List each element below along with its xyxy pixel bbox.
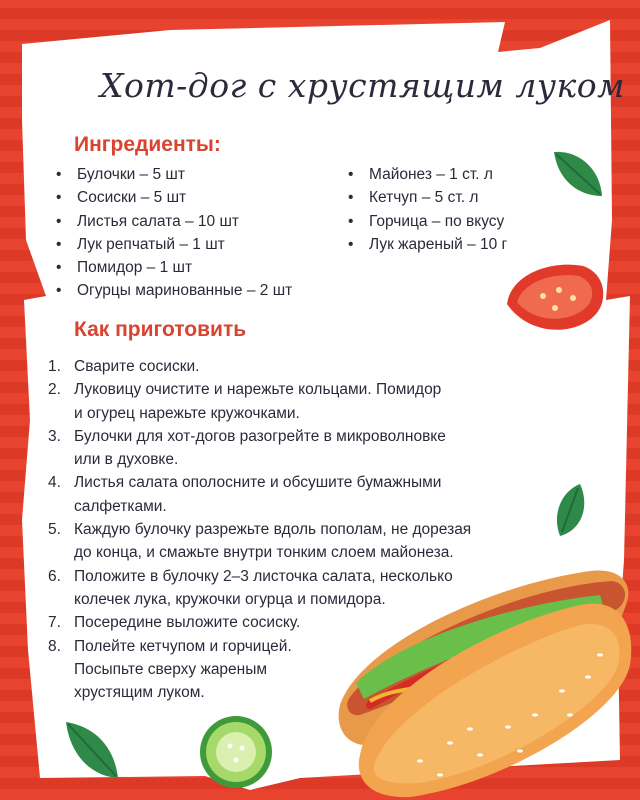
page-title: Хот-дог с хрустящим луком [100,66,625,105]
tomato-slice-icon [503,260,607,340]
cucumber-slice-icon [198,714,274,790]
step-number: 8. [48,637,61,655]
leaf-icon [548,146,608,206]
leaf-icon [62,718,124,784]
ingredient-item: • Помидор – 1 шт [56,256,292,279]
ingredient-item: • Лук репчатый – 1 шт [56,233,292,256]
hot-dog-illustration [330,565,636,800]
step-text: Посередине выложите сосиску. [74,614,301,632]
ingredient-item: • Майонез – 1 ст. л [348,163,507,186]
ingredient-item: • Горчица – по вкусу [348,210,507,233]
step-number: 1. [48,358,61,375]
step-number: 4. [48,474,61,492]
step-item [48,355,471,378]
step-item [48,378,471,425]
step-text: Булочки для хот-догов разогрейте в микроволновке или в духовке. [74,427,446,469]
ingredients-heading: Ингредиенты: [74,133,221,156]
step-text: Полейте кетчупом и горчицей. Посыпьте сверху жареным хрустящим луком. [74,637,292,702]
leaf-icon [546,480,594,540]
step-number: 7. [48,614,61,632]
step-item [48,471,471,518]
step-item [48,425,471,472]
step-text: Луковицу очистите и нарежьте кольцами. Помидор и огурец нарежьте кружочками. [74,381,442,422]
ingredient-item: • Лук жареный – 10 г [348,233,507,256]
ingredients-list-right [348,163,507,256]
method-heading: Как приготовить [74,318,247,341]
step-number: 6. [48,567,61,585]
ingredient-item: • Огурцы маринованные – 2 шт [56,279,292,302]
step-item [48,518,471,565]
step-text: Положите в булочку 2–3 листочка салата, несколько колечек лука, кружочки огурца и помидора. [74,567,453,608]
ingredient-item: • Булочки – 5 шт [56,163,292,186]
ingredient-item: • Сосиски – 5 шт [56,186,292,209]
step-text: Каждую булочку разрежьте вдоль пополам, не дорезая до конца, и смажьте внутри тонким слоем майонеза. [74,521,472,562]
step-number: 2. [48,381,61,399]
ingredient-item: • Кетчуп – 5 ст. л [348,186,507,209]
ingredient-item: • Листья салата – 10 шт [56,210,292,233]
step-text: Листья салата ополосните и обсушите бумажными салфетками. [74,474,442,515]
step-number: 3. [48,427,61,445]
step-number: 5. [48,521,61,539]
ingredients-list-left [56,163,292,303]
step-text: Сварите сосиски. [74,358,200,375]
